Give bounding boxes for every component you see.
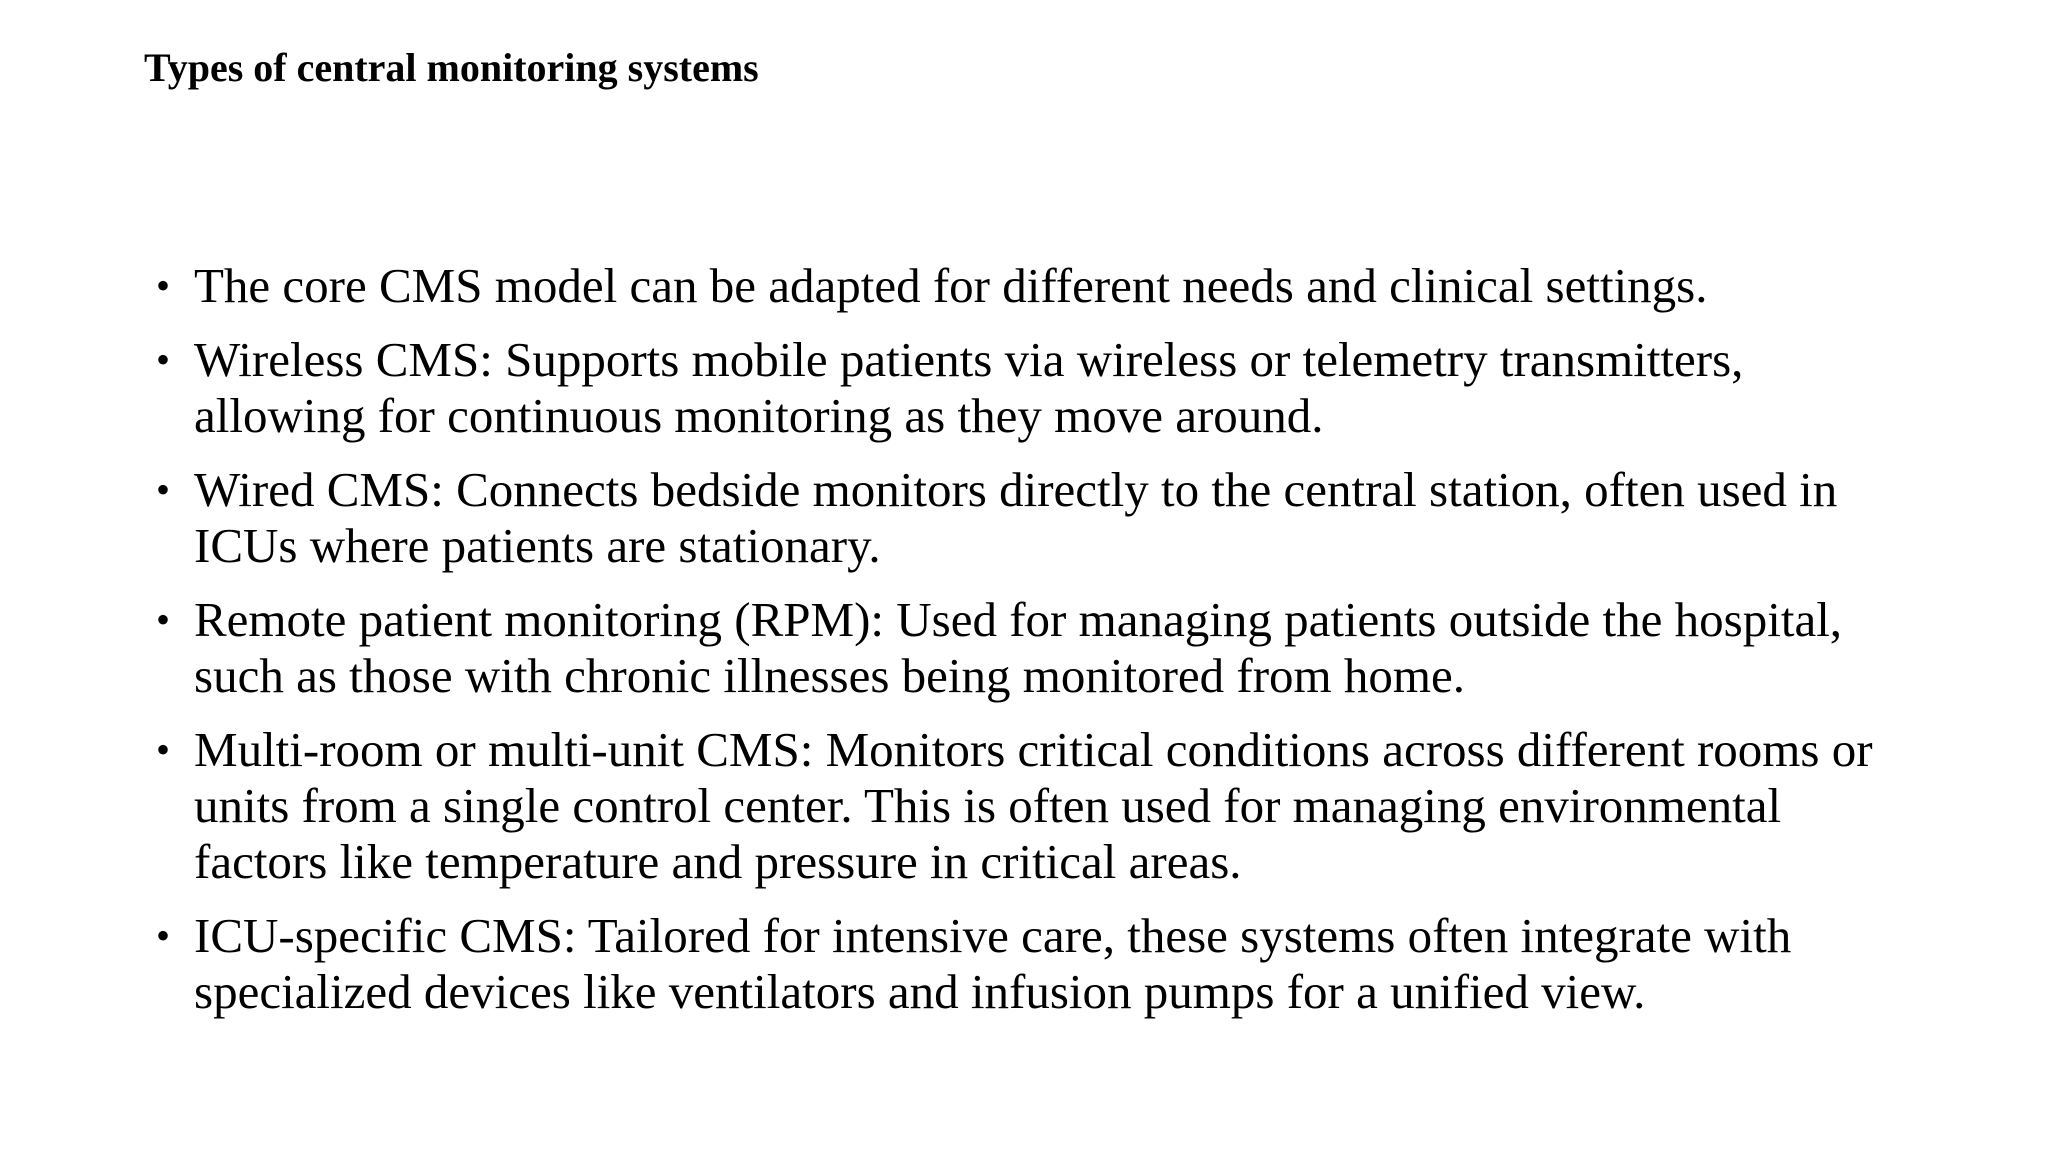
bullet-text: Wireless CMS: Supports mobile patients via wireless or telemetry transmitters, allowing for continuous monitoring as they move around. bbox=[194, 332, 1744, 443]
bullet-item-multi-room-cms bbox=[156, 722, 1916, 890]
bullet-icon: • bbox=[156, 467, 171, 512]
bullet-item-wired-cms bbox=[156, 462, 1916, 574]
bullet-icon: • bbox=[156, 263, 171, 308]
bullet-icon: • bbox=[156, 337, 171, 382]
bullet-item-rpm bbox=[156, 592, 1916, 704]
bullet-icon: • bbox=[156, 597, 171, 642]
bullet-item-icu-cms bbox=[156, 908, 1916, 1020]
bullet-item-intro bbox=[156, 258, 1916, 314]
slide-title: Types of central monitoring systems bbox=[144, 45, 759, 90]
bullet-item-wireless-cms bbox=[156, 332, 1916, 444]
bullet-text: The core CMS model can be adapted for different needs and clinical settings. bbox=[194, 258, 1708, 313]
bullet-text: ICU-specific CMS: Tailored for intensive care, these systems often integrate with specialized devices like ventilators and infusion pumps for a unified view. bbox=[194, 908, 1792, 1019]
bullet-text: Wired CMS: Connects bedside monitors directly to the central station, often used in ICUs where patients are stationary. bbox=[194, 462, 1838, 573]
bullet-list bbox=[156, 258, 1916, 1038]
bullet-text: Remote patient monitoring (RPM): Used for managing patients outside the hospital, such as those with chronic illnesses being monitored from home. bbox=[194, 592, 1843, 703]
bullet-text: Multi-room or multi-unit CMS: Monitors critical conditions across different rooms or units from a single control center. This is often used for managing environmental factors like temperature and pressure in critical areas. bbox=[194, 722, 1873, 889]
bullet-icon: • bbox=[156, 913, 171, 958]
bullet-icon: • bbox=[156, 727, 171, 772]
